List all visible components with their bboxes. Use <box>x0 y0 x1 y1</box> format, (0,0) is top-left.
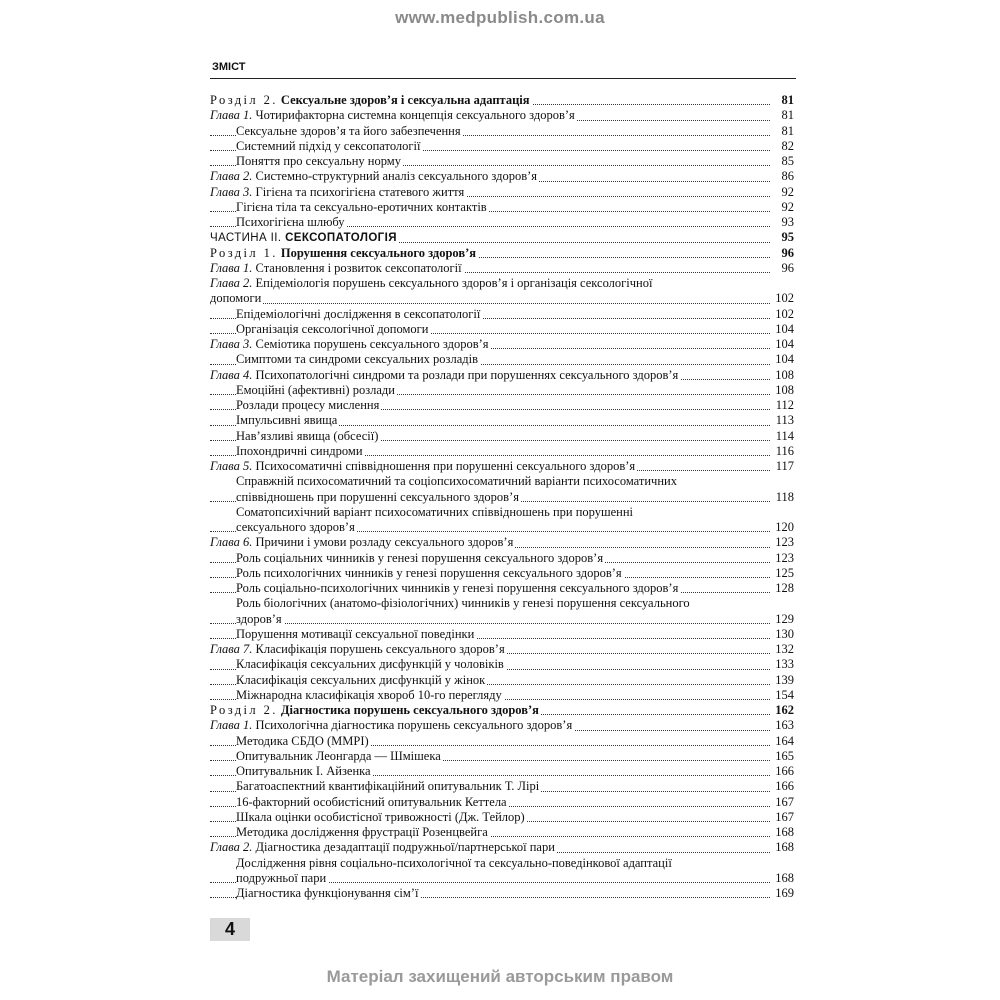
toc-entry-prefix: ЧАСТИНА II. <box>210 232 282 245</box>
toc-page-number: 123 <box>775 535 794 550</box>
toc-page-number: 96 <box>781 245 794 260</box>
toc-entry[interactable] <box>210 352 794 367</box>
toc-entry-continuation[interactable] <box>210 490 794 505</box>
toc-entry-title: Епідеміологічні дослідження в сексопатології <box>236 306 481 321</box>
toc-entry-text <box>210 718 574 732</box>
toc-page-number: 139 <box>775 672 794 687</box>
toc-entry[interactable] <box>210 718 794 733</box>
toc-entry[interactable] <box>210 856 794 871</box>
toc-page-number: 154 <box>775 687 794 702</box>
toc-entry[interactable] <box>210 429 794 444</box>
toc-entry-title: Багатоаспектний квантифікаційний опитувальник Т. Лірі <box>236 779 540 794</box>
toc-entry-title: Міжнародна класифікація хвороб 10-го перегляду <box>236 687 502 702</box>
toc-leader-dots <box>210 303 770 304</box>
toc-entry-text <box>236 566 624 580</box>
toc-entry-text <box>236 352 480 366</box>
toc-entry-text <box>236 444 365 458</box>
toc-page-number: 162 <box>775 703 794 717</box>
toc-entry[interactable] <box>210 276 794 291</box>
toc-page-number: 129 <box>775 611 794 626</box>
toc-page-number: 102 <box>775 306 794 321</box>
toc-entry-title: Класифікація сексуальних дисфункцій у жінок <box>236 672 486 687</box>
table-of-contents <box>210 93 794 901</box>
toc-entry[interactable] <box>210 688 794 703</box>
toc-page-number: 92 <box>781 184 794 199</box>
toc-page-number: 167 <box>775 794 794 809</box>
toc-entry-title: Розлади процесу мислення <box>236 398 380 412</box>
toc-entry-text <box>210 169 539 183</box>
toc-entry-title: Роль соціальних чинників у генезі порушення сексуального здоров’я <box>236 550 604 565</box>
toc-entry[interactable] <box>210 154 794 169</box>
toc-entry-text <box>236 322 430 336</box>
toc-entry[interactable] <box>210 368 794 383</box>
toc-entry[interactable] <box>210 93 794 108</box>
toc-entry[interactable] <box>210 261 794 276</box>
toc-page-number: 104 <box>775 321 794 336</box>
toc-entry[interactable] <box>210 581 794 596</box>
toc-entry-text <box>210 337 491 351</box>
toc-entry-title: Організація сексологічної допомоги <box>236 321 429 336</box>
toc-page-number: 120 <box>775 520 794 534</box>
toc-page-number: 112 <box>775 398 794 412</box>
toc-entry-prefix: Глава 3. <box>210 184 253 199</box>
toc-entry-text <box>210 246 478 260</box>
site-url[interactable]: www.medpublish.com.ua <box>395 8 605 27</box>
toc-entry-prefix: Глава 7. <box>210 642 253 656</box>
toc-page-number: 168 <box>775 825 794 839</box>
section-label: ЗМІСТ <box>212 61 246 73</box>
toc-page-number: 81 <box>781 108 794 123</box>
toc-entry-title: Методика СБДО (MMPI) <box>236 733 369 748</box>
toc-entry-prefix: Глава 1. <box>210 718 253 733</box>
toc-entry-text <box>210 459 637 473</box>
toc-entry[interactable] <box>210 657 794 672</box>
toc-entry-text <box>236 596 692 610</box>
toc-entry-title-cont: подружньої пари <box>236 870 327 885</box>
header-rule <box>210 78 796 79</box>
toc-entry[interactable] <box>210 246 794 261</box>
toc-entry-text <box>236 551 605 565</box>
toc-entry[interactable] <box>210 825 794 840</box>
toc-entry-prefix: Розділ 1. <box>210 245 278 260</box>
toc-page-number: 166 <box>775 779 794 794</box>
toc-entry-text <box>236 200 489 214</box>
toc-page-number: 125 <box>775 565 794 580</box>
toc-entry-title: Класифікація порушень сексуального здоров’я <box>255 642 505 656</box>
toc-entry-text <box>236 886 420 900</box>
toc-entry-title: Психосоматичні співвідношення при порушенні сексуального здоров’я <box>255 459 636 473</box>
toc-entry-title: Шкала оцінки особистісної тривожності (Дж. Тейлор) <box>236 809 525 824</box>
toc-entry-prefix: Глава 2. <box>210 169 253 184</box>
toc-entry-title: Дослідження рівня соціально-психологічної та сексуально-поведінкової адаптації <box>236 855 672 870</box>
toc-page-number: 92 <box>781 199 794 214</box>
toc-page-number: 163 <box>775 718 794 733</box>
toc-entry[interactable] <box>210 124 794 139</box>
toc-entry-prefix: Глава 3. <box>210 337 253 351</box>
toc-entry-title: Системно-структурний аналіз сексуального здоров’я <box>255 169 538 184</box>
toc-entry-text <box>236 673 487 687</box>
toc-entry-title: Іпохондричні синдроми <box>236 443 363 458</box>
toc-entry[interactable] <box>210 307 794 322</box>
toc-entry[interactable] <box>210 474 794 489</box>
toc-entry-text <box>236 749 443 763</box>
toc-page-number: 85 <box>781 154 794 168</box>
toc-page-number: 114 <box>775 428 794 443</box>
toc-entry-title: Роль біологічних (анатомо-фізіологічних) чинників у генезі порушення сексуального <box>236 596 690 611</box>
toc-page-number: 82 <box>781 138 794 153</box>
toc-entry-text <box>236 688 504 702</box>
toc-page-number: 164 <box>775 733 794 748</box>
toc-page-number: 81 <box>781 93 794 107</box>
toc-entry-title: Психологічна діагностика порушень сексуального здоров’я <box>255 718 573 733</box>
toc-entry-text <box>210 368 680 382</box>
toc-entry[interactable] <box>210 215 794 230</box>
toc-entry-prefix: Глава 2. <box>210 276 253 290</box>
toc-entry-prefix: Глава 1. <box>210 108 253 123</box>
toc-page-number: 130 <box>775 626 794 641</box>
toc-entry-text <box>210 261 464 275</box>
toc-entry-title: Діагностика функціонування сім’ї <box>236 886 419 900</box>
toc-entry-title: Системний підхід у сексопатології <box>236 138 421 153</box>
toc-entry[interactable] <box>210 337 794 352</box>
toc-page-number: 128 <box>775 581 794 595</box>
toc-entry-title: Класифікація сексуальних дисфункцій у чоловіків <box>236 657 504 672</box>
toc-page-number: 104 <box>775 337 794 351</box>
toc-entry-title: Гігієна та психогігієна статевого життя <box>255 184 465 199</box>
toc-entry-text <box>236 627 476 641</box>
toc-entry-text <box>236 474 679 488</box>
toc-entry[interactable] <box>210 703 794 718</box>
toc-entry[interactable] <box>210 810 794 825</box>
toc-entry-text <box>210 93 532 107</box>
toc-entry[interactable] <box>210 185 794 200</box>
toc-entry[interactable] <box>210 795 794 810</box>
toc-entry-title: Симптоми та синдроми сексуальних розладів <box>236 352 479 367</box>
toc-entry-title-cont: співвідношень при порушенні сексуального здоров’я <box>236 489 519 504</box>
toc-page-number: 104 <box>775 352 794 367</box>
toc-entry-title: СЕКСОПАТОЛОГІЯ <box>285 232 397 245</box>
toc-entry-continuation[interactable] <box>210 291 794 306</box>
toc-entry-continuation[interactable] <box>210 871 794 886</box>
toc-entry[interactable] <box>210 169 794 184</box>
toc-entry[interactable] <box>210 459 794 474</box>
toc-entry-title: Методика дослідження фрустрації Розенцвейга <box>236 825 488 839</box>
toc-entry-text <box>236 825 490 839</box>
toc-page-number: 96 <box>781 260 794 275</box>
toc-page-number: 133 <box>775 657 794 672</box>
toc-page-number: 169 <box>775 886 794 900</box>
toc-entry-text <box>236 154 403 168</box>
toc-entry[interactable] <box>210 734 794 749</box>
toc-entry[interactable] <box>210 779 794 794</box>
toc-entry[interactable] <box>210 886 794 901</box>
toc-page-number: 116 <box>775 443 794 458</box>
toc-entry[interactable] <box>210 840 794 855</box>
toc-entry[interactable] <box>210 505 794 520</box>
copyright-footer: Матеріал захищений авторським правом <box>326 967 674 986</box>
toc-entry-text <box>210 108 577 122</box>
toc-page-number: 86 <box>781 169 794 184</box>
toc-entry-continuation[interactable] <box>210 520 794 535</box>
toc-entry-text <box>236 139 422 153</box>
toc-entry-text <box>210 535 515 549</box>
toc-entry-text <box>236 215 347 229</box>
toc-page-number: 166 <box>775 764 794 778</box>
toc-entry-title: Емоційні (афективні) розлади <box>236 382 395 397</box>
toc-entry-text <box>236 810 527 824</box>
toc-entry-prefix: Глава 2. <box>210 840 253 855</box>
toc-entry-title: Роль соціально-психологічних чинників у генезі порушення сексуального здоров’я <box>236 581 679 595</box>
toc-entry[interactable] <box>210 749 794 764</box>
toc-entry-title: Роль психологічних чинників у генезі порушення сексуального здоров’я <box>236 565 622 580</box>
toc-entry-text <box>236 734 371 748</box>
toc-entry-title: Сексуальне здоров’я і сексуальна адаптація <box>280 93 530 107</box>
toc-entry[interactable] <box>210 413 794 428</box>
toc-entry-title: Епідеміологія порушень сексуального здоров’я і організація сексологічної <box>255 276 653 290</box>
toc-entry[interactable] <box>210 108 794 123</box>
toc-entry-text <box>210 185 466 199</box>
toc-entry-title: Психогігієна шлюбу <box>236 215 345 229</box>
toc-entry[interactable] <box>210 200 794 215</box>
toc-entry-text <box>236 505 635 519</box>
toc-page-number: 168 <box>775 870 794 885</box>
toc-entry-title: Порушення мотивації сексуальної поведінки <box>236 626 475 641</box>
toc-entry-title: Справжній психосоматичний та соціопсихосоматичний варіанти психосоматичних <box>236 474 677 489</box>
toc-entry-title: Опитувальник Леонгарда — Шмішека <box>236 748 441 763</box>
toc-entry-prefix: Розділ 2. <box>210 703 278 717</box>
toc-entry-text <box>210 276 654 290</box>
toc-entry-title: Причини і умови розладу сексуального здоров’я <box>255 535 514 550</box>
toc-page-number: 117 <box>775 459 794 473</box>
toc-entry-title: Порушення сексуального здоров’я <box>280 245 477 260</box>
toc-entry-title: Нав’язливі явища (обсесії) <box>236 428 379 443</box>
toc-entry-text <box>210 232 399 244</box>
toc-entry[interactable] <box>210 642 794 657</box>
toc-page-number: 108 <box>775 367 794 382</box>
toc-entry-text <box>236 657 506 671</box>
toc-page-number: 118 <box>775 489 794 504</box>
toc-entry-title: Діагностика дезадаптації подружньої/партнерської пари <box>255 840 555 855</box>
toc-entry-title: Імпульсивні явища <box>236 413 338 428</box>
toc-entry-title-cont: допомоги <box>210 291 262 306</box>
toc-page-number: 108 <box>775 382 794 397</box>
toc-entry-title: Становлення і розвиток сексопатології <box>255 260 462 275</box>
toc-entry-title: Психопатологічні синдроми та розлади при порушеннях сексуального здоров’я <box>255 367 679 382</box>
toc-entry-prefix: Глава 1. <box>210 260 253 275</box>
toc-page-number: 93 <box>781 215 794 229</box>
toc-entry[interactable] <box>210 322 794 337</box>
toc-entry-text <box>236 383 397 397</box>
toc-entry-title: Чотирифакторна системна концепція сексуального здоров’я <box>255 108 575 123</box>
toc-entry-title: 16-факторний особистісний опитувальник Кеттела <box>236 794 507 809</box>
toc-page-number: 81 <box>781 123 794 138</box>
toc-entry-title: Поняття про сексуальну норму <box>236 154 401 168</box>
toc-entry[interactable] <box>210 230 794 245</box>
toc-entry-text <box>210 703 541 717</box>
toc-entry-title: Опитувальник І. Айзенка <box>236 764 371 778</box>
toc-entry[interactable] <box>210 627 794 642</box>
toc-entry-text <box>236 398 381 412</box>
toc-entry-title: Діагностика порушень сексуального здоров’я <box>280 703 539 717</box>
toc-entry-text <box>236 307 482 321</box>
toc-page-number: 95 <box>781 230 794 245</box>
toc-entry-text <box>236 795 509 809</box>
toc-page-number: 168 <box>775 840 794 855</box>
toc-page-number: 102 <box>775 291 794 306</box>
toc-entry-title: Сексуальне здоров’я та його забезпечення <box>236 123 461 138</box>
toc-entry[interactable] <box>210 566 794 581</box>
toc-entry[interactable] <box>210 383 794 398</box>
toc-entry-title-cont: сексуального здоров’я <box>236 520 355 534</box>
toc-page-number: 132 <box>775 642 794 656</box>
toc-entry-text <box>210 840 557 854</box>
toc-entry-text <box>236 124 463 138</box>
toc-page-number: 165 <box>775 748 794 763</box>
toc-entry[interactable] <box>210 551 794 566</box>
toc-page-number: 123 <box>775 550 794 565</box>
toc-entry-title: Семіотика порушень сексуального здоров’я <box>255 337 489 351</box>
toc-entry[interactable] <box>210 444 794 459</box>
toc-entry-text <box>210 642 507 656</box>
toc-entry[interactable] <box>210 139 794 154</box>
toc-page-number: 113 <box>775 413 794 428</box>
toc-entry-text <box>236 429 380 443</box>
toc-entry-title: Соматопсихічний варіант психосоматичних співвідношень при порушенні <box>236 504 634 519</box>
toc-page-number: 167 <box>775 809 794 824</box>
toc-entry-prefix: Глава 5. <box>210 459 253 473</box>
toc-entry-prefix: Глава 6. <box>210 535 253 550</box>
toc-entry-prefix: Розділ 2. <box>210 93 278 107</box>
toc-entry-title: Гігієна тіла та сексуально-еротичних контактів <box>236 199 487 214</box>
toc-entry[interactable] <box>210 764 794 779</box>
page-number: 4 <box>224 919 235 939</box>
toc-entry[interactable] <box>210 673 794 688</box>
toc-leader-dots <box>210 623 770 624</box>
toc-entry[interactable] <box>210 596 794 611</box>
toc-entry[interactable] <box>210 535 794 550</box>
toc-entry-title-cont: здоров’я <box>236 611 282 626</box>
toc-entry-prefix: Глава 4. <box>210 367 253 382</box>
toc-entry[interactable] <box>210 398 794 413</box>
toc-entry-continuation[interactable] <box>210 612 794 627</box>
toc-entry-text <box>236 581 680 595</box>
toc-entry-text <box>236 413 339 427</box>
toc-entry-text <box>236 856 674 870</box>
toc-entry-text <box>236 764 373 778</box>
toc-entry-text <box>236 779 541 793</box>
